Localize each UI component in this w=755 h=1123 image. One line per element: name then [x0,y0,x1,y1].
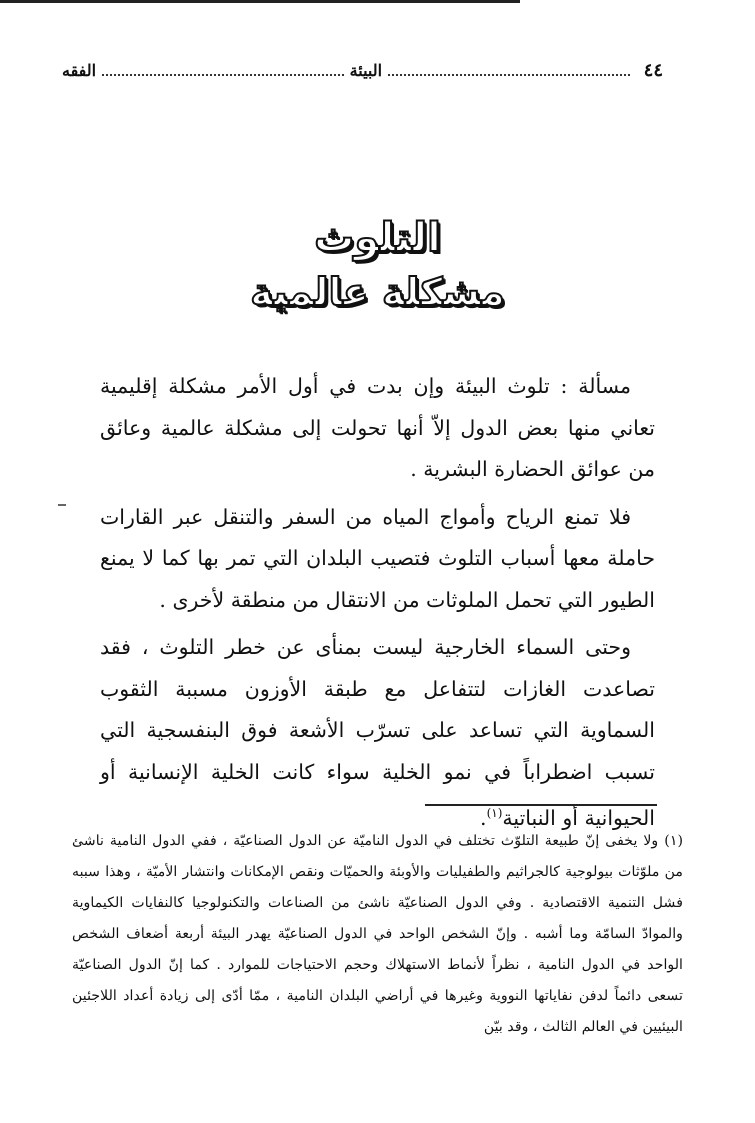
chapter-title-line-2: مشكلة عالمية [250,270,505,314]
header-dots [102,64,344,76]
paragraph: مسألة : تلوث البيئة وإن بدت في أول الأمر مشكلة إقليمية تعاني منها بعض الدول إلاّ أنها تحولت إلى مشكلة عالمية وعائق من عوائق الحضارة البشرية . [100,374,655,481]
body-text [100,366,655,845]
section-title: البيئة [349,60,383,80]
footnote-reference[interactable]: (١) [486,806,503,820]
paragraph: فلا تمنع الرياح وأمواج المياه من السفر والتنقل عبر القارات حاملة معها أسباب التلوث فتصيب البلدان التي تمر بها كما لا يمنع الطيور التي تحمل الملوثات من الانتقال من منطقة لأخرى . [100,504,655,612]
header-dots [388,64,630,76]
paragraph [100,627,655,839]
footnote-number: (١) [664,833,683,849]
chapter-title [0,210,755,318]
paragraph-end: . [480,805,487,830]
footnote-text: ولا يخفى إنّ طبيعة التلوّث تختلف في الدول الناميّة عن الدول الصناعيّة ، ففي الدول النامية ناشئ من ملوّثات بيولوجية كالجراثيم والطفيليات والأوبئة والحميّات ونقص الإمكانات وانتشار الأميّة ، وهذا سببه فشل التنمية الاقتصادية . وفي الدول الصناعيّة ناشئ من الصناعات والتكنولوجيا كالنفايات الكيماوية والموادّ السامّة وما أشبه . وإنّ الشخص الواحد في الدول الصناعيّة يهدر البيئة أربعة أضعاف الشخص الواحد في الدول النامية ، نظراً لأنماط الاستهلاك وحجم الاحتياجات للموارد . كما إنّ الدول الصناعيّة تسعى دائماً لدفن نفاياتها النووية وغيرها في أراضي البلدان النامية ، ممّا أدّى إلى زيادة أعداد اللاجئين البيئيين في العالم الثالث ، وقد بيّن [72,833,683,1035]
book-title: الفقه [61,60,97,80]
chapter-title-line-1: التلوث [314,215,441,261]
page-number: ٤٤ [643,59,663,81]
running-header [60,56,663,84]
paragraph-text: وحتى السماء الخارجية ليست بمنأى عن خطر التلوث ، فقد تصاعدت الغازات لتتفاعل مع طبقة الأوزون مسببة الثقوب السماوية التي تساعد على تسرّب الأشعة فوق البنفسجية التي تسبب اضطراباً في نمو الخلية سواء كانت الخلية الإنسانية أو الحيوانية أو النباتية [100,635,655,830]
footnote [72,826,683,1043]
margin-mark [58,504,66,506]
footnote-rule [425,804,657,806]
top-rule [0,0,520,3]
